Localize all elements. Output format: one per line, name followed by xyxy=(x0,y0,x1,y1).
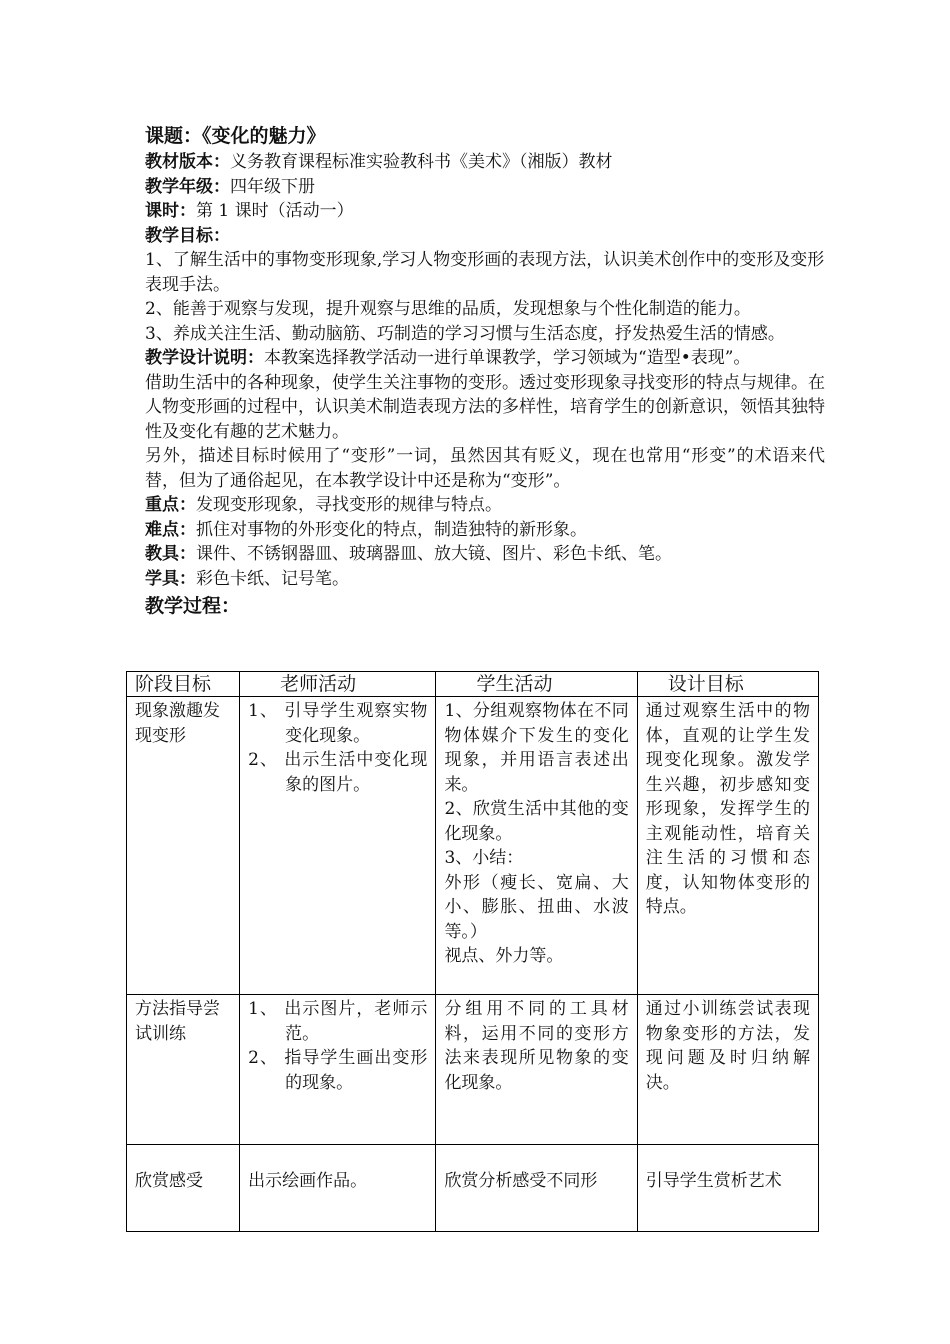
grade-value: 四年级下册 xyxy=(230,176,315,197)
design-intro-text: 本教案选择教学活动一进行单课教学，学习领域为“造型•表现”。 xyxy=(264,348,751,368)
student-step: 外形（瘦长、宽扁、大小、膨胀、扭曲、水波等。） xyxy=(444,872,629,942)
grade-label: 教学年级： xyxy=(145,176,230,197)
student-tools-value: 彩色卡纸、记号笔。 xyxy=(196,568,349,589)
student-cell xyxy=(436,1145,637,1232)
column-header-stage: 阶段目标 xyxy=(127,672,240,697)
table-header-row xyxy=(127,672,819,697)
design-label: 教学设计说明： xyxy=(145,348,264,368)
table-row xyxy=(127,1145,819,1232)
tools-line xyxy=(145,542,825,567)
lesson-plan-header xyxy=(145,122,825,619)
grade-line xyxy=(145,175,825,200)
column-header-goal: 设计目标 xyxy=(637,672,818,697)
tools-value: 课件、不锈钢器皿、玻璃器皿、放大镜、图片、彩色卡纸、笔。 xyxy=(196,544,672,564)
topic-line xyxy=(145,122,825,150)
goal-cell: 通过观察生活中的物体，直观的让学生发现变化现象。激发学生兴趣，初步感知变形现象，发挥学生的主观能动性，培育关注生活的习惯和态度，认知物体变形的特点。 xyxy=(637,697,818,995)
edition-label: 教材版本： xyxy=(145,152,230,172)
student-step: 3、小结： xyxy=(444,848,524,868)
table-row xyxy=(127,995,819,1145)
student-step: 分组用不同的工具材料，运用不同的变形方法来表现所见物象的变化现象。 xyxy=(444,999,629,1093)
stage-cell: 现象激趣发现变形 xyxy=(127,697,240,995)
teacher-cell xyxy=(240,697,436,995)
difficulty-line xyxy=(145,518,825,543)
objective-item: 2、能善于观察与发现，提升观察与思维的品质，发现想象与个性化制造的能力。 xyxy=(145,299,751,319)
student-tools-line xyxy=(145,567,825,592)
tools-label: 教具： xyxy=(145,544,196,564)
student-step: 欣赏分析感受不同形 xyxy=(444,1171,598,1191)
period-label: 课时： xyxy=(145,201,196,221)
focus-label: 重点： xyxy=(145,495,196,515)
objective-item: 1、了解生活中的事物变形现象,学习人物变形画的表现方法，认识美术创作中的变形及变形表现手法。 xyxy=(145,250,825,295)
period-value: 第 1 课时（活动一） xyxy=(196,201,354,221)
design-paragraph: 另外，描述目标时候用了“变形”一词，虽然因其有贬义，现在也常用“形变”的术语来代替，但为了通俗起见，在本教学设计中还是称为“变形”。 xyxy=(145,446,825,491)
table-row xyxy=(127,697,819,995)
objectives-label: 教学目标： xyxy=(145,225,230,246)
edition-line xyxy=(145,150,825,175)
process-label: 教学过程： xyxy=(145,595,241,617)
edition-value: 义务教育课程标准实验教科书《美术》（湘版）教材 xyxy=(230,152,613,172)
student-cell xyxy=(436,995,637,1145)
stage-cell: 方法指导尝试训练 xyxy=(127,995,240,1145)
topic-value: 《变化的魅力》 xyxy=(202,125,326,147)
teacher-step: 出示绘画作品。 xyxy=(248,1171,368,1191)
teacher-cell xyxy=(240,1145,436,1232)
focus-line xyxy=(145,493,825,518)
column-header-student: 学生活动 xyxy=(436,672,637,697)
student-step: 视点、外力等。 xyxy=(444,946,564,966)
process-table xyxy=(126,671,819,1232)
design-paragraph: 借助生活中的各种现象，使学生关注事物的变形。透过变形现象寻找变形的特点与规律。在人物变形画的过程中，认识美术制造表现方法的多样性，培育学生的创新意识，领悟其独特性及变化有趣的艺术魅力。 xyxy=(145,372,825,442)
teacher-step: 1、 出示图片，老师示范。 xyxy=(248,999,428,1044)
teacher-step: 2、 出示生活中变化现象的图片。 xyxy=(248,750,428,795)
topic-label: 课题： xyxy=(145,125,203,147)
difficulty-value: 抓住对事物的外形变化的特点，制造独特的新形象。 xyxy=(196,519,587,540)
student-tools-label: 学具： xyxy=(145,568,196,589)
teacher-cell xyxy=(240,995,436,1145)
student-step: 1、分组观察物体在不同物体媒介下发生的变化现象，并用语言表述出来。 xyxy=(444,701,629,795)
teacher-step: 1、 引导学生观察实物变化现象。 xyxy=(248,701,428,746)
teacher-step: 2、 指导学生画出变形的现象。 xyxy=(248,1048,428,1093)
period-line xyxy=(145,199,825,224)
goal-cell: 通过小训练尝试表现物象变形的方法，发现问题及时归纳解决。 xyxy=(637,995,818,1145)
difficulty-label: 难点： xyxy=(145,519,196,540)
stage-cell: 欣赏感受 xyxy=(127,1145,240,1232)
objective-item: 3、养成关注生活、勤动脑筋、巧制造的学习习惯与生活态度，抒发热爱生活的情感。 xyxy=(145,323,785,344)
design-intro xyxy=(145,346,825,371)
column-header-teacher: 老师活动 xyxy=(240,672,436,697)
goal-cell: 引导学生赏析艺术 xyxy=(637,1145,818,1232)
student-step: 2、欣赏生活中其他的变化现象。 xyxy=(444,799,629,844)
focus-value: 发现变形现象，寻找变形的规律与特点。 xyxy=(196,495,502,515)
student-cell xyxy=(436,697,637,995)
